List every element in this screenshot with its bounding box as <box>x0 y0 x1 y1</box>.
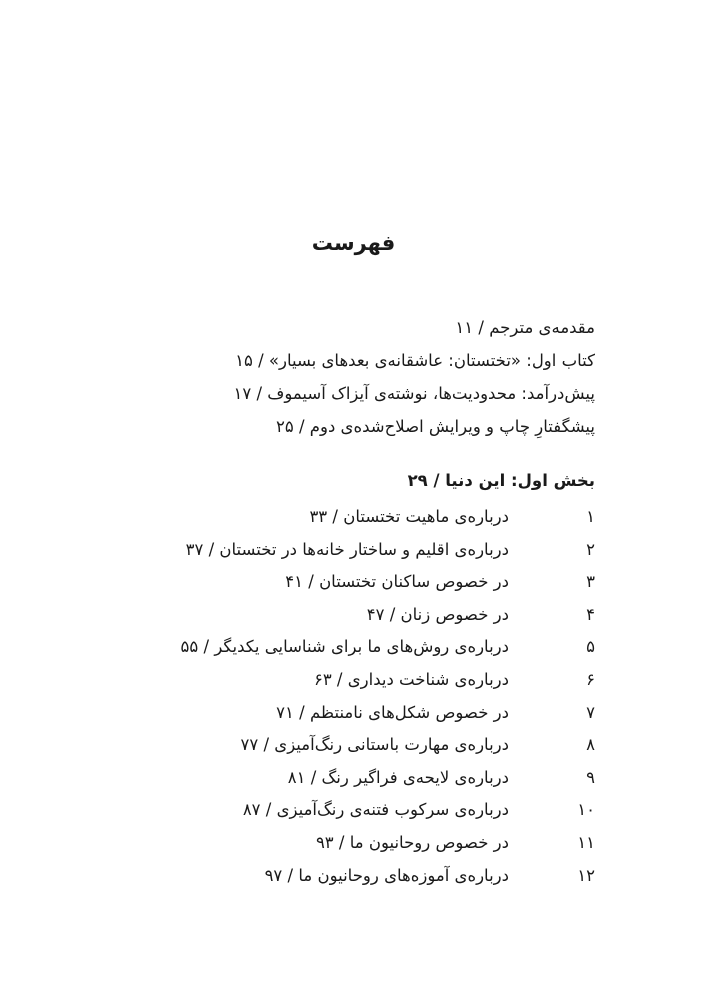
chapter-title: درباره‌ی روش‌های ما برای شناسایی یکدیگر / ۵۵ <box>180 637 509 657</box>
front-matter-item: پیش‌درآمد: محدودیت‌ها، نوشته‌ی آیزاک آسیموف / ۱۷ <box>233 384 595 403</box>
chapter-row <box>75 664 595 697</box>
chapter-number: ۲ <box>586 539 595 559</box>
chapter-number: ۷ <box>586 702 595 722</box>
chapter-number: ۱ <box>586 507 595 526</box>
chapter-number: ۱۰ <box>577 800 595 820</box>
chapter-title: در خصوص ساکنان تختستان / ۴۱ <box>285 572 509 592</box>
chapter-title: در خصوص زنان / ۴۷ <box>366 604 509 624</box>
chapter-row <box>75 697 595 730</box>
chapter-number: ۸ <box>586 735 595 755</box>
front-matter-item: کتاب اول: «تختستان: عاشقانه‌ی بعدهای بسیار» / ۱۵ <box>235 351 595 370</box>
chapter-row <box>75 501 595 534</box>
chapter-row <box>75 566 595 599</box>
chapter-row <box>75 794 595 827</box>
chapter-row <box>75 729 595 762</box>
chapter-number: ۶ <box>586 669 595 689</box>
front-matter-item: مقدمه‌ی مترجم / ۱۱ <box>455 318 595 337</box>
chapter-number: ۹ <box>586 767 595 787</box>
chapter-title: در خصوص شکل‌های نامنتظم / ۷۱ <box>276 702 509 722</box>
chapter-row <box>75 631 595 664</box>
front-matter-list <box>75 311 595 443</box>
chapter-title: درباره‌ی اقلیم و ساختار خانه‌ها در تختستان / ۳۷ <box>185 539 509 559</box>
chapter-number: ۱۱ <box>577 832 595 852</box>
chapter-row <box>75 534 595 567</box>
front-matter-item: پیشگفتارِ چاپ و ویرایش اصلاح‌شده‌ی دوم / ۲۵ <box>275 417 595 436</box>
chapter-title: درباره‌ی سرکوب فتنه‌ی رنگ‌آمیزی / ۸۷ <box>242 800 509 820</box>
chapter-number: ۳ <box>586 572 595 592</box>
chapter-number: ۵ <box>586 637 595 657</box>
chapter-title: درباره‌ی شناخت دیداری / ۶۳ <box>313 669 509 689</box>
chapter-row <box>75 599 595 632</box>
chapter-list <box>75 501 595 892</box>
page-title: فهرست <box>311 231 396 255</box>
chapter-title: درباره‌ی ماهیت تختستان / ۳۳ <box>309 507 509 526</box>
chapter-number: ۱۲ <box>577 865 595 885</box>
chapter-number: ۴ <box>586 604 595 624</box>
chapter-row <box>75 827 595 860</box>
chapter-title: درباره‌ی مهارت باستانی رنگ‌آمیزی / ۷۷ <box>240 735 509 755</box>
chapter-row <box>75 860 595 893</box>
part-heading: بخش اول: این دنیا / ۲۹ <box>407 471 595 490</box>
chapter-row <box>75 762 595 795</box>
chapter-title: درباره‌ی لایحه‌ی فراگیر رنگ / ۸۱ <box>287 767 509 787</box>
chapter-title: در خصوص روحانیون ما / ۹۳ <box>315 832 509 852</box>
chapter-title: درباره‌ی آموزه‌های روحانیون ما / ۹۷ <box>264 865 509 885</box>
